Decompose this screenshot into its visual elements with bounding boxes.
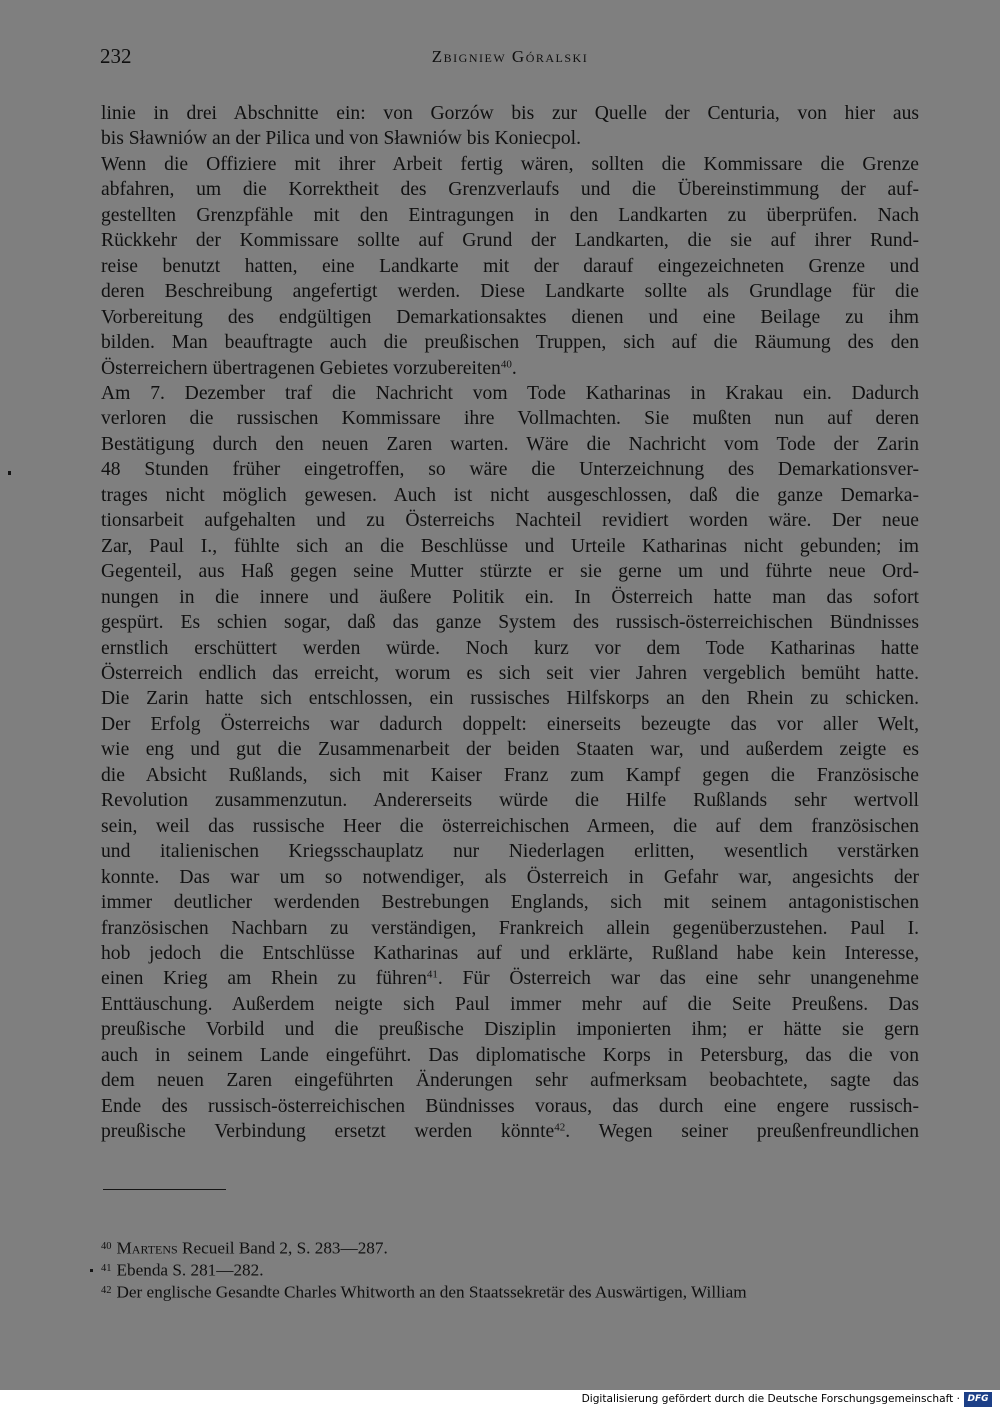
text-line — [101, 177, 919, 202]
line-text: französischen Nachbarn zu verständigen, Frankreich allein gegenüberzustehen. Paul I. — [101, 917, 919, 939]
scan-speck — [8, 471, 11, 475]
footnote-reference: 40 — [500, 357, 512, 370]
footnote-text: Ebenda S. 281—282. — [116, 1260, 264, 1280]
line-text: sein, weil das russische Heer die österreichischen Armeen, die auf dem französischen — [101, 815, 919, 837]
footnote-number: 42 — [101, 1285, 112, 1297]
line-text: preußische Vorbild und die preußische Disziplin imponierten ihm; er hätte sie gern — [101, 1019, 919, 1041]
text-line — [101, 686, 919, 711]
line-text: Gegenteil, aus Haß gegen seine Mutter stürzte er sie gerne um und führte neue Ord- — [101, 561, 919, 583]
text-line — [101, 101, 919, 126]
digitization-footer — [0, 1390, 1000, 1411]
footnote-reference: 41 — [426, 968, 438, 981]
line-text: immer deutlicher werdenden Bestrebungen Englands, sich mit seinem antagonistischen — [101, 892, 919, 914]
dfg-logo: DFG — [964, 1392, 992, 1407]
running-head: Zbigniew Góralski — [431, 47, 589, 66]
line-text: Revolution zusammenzutun. Andererseits würde die Hilfe Rußlands sehr wertvoll — [101, 790, 919, 812]
footnote-number: 40 — [101, 1241, 112, 1252]
text-line — [101, 356, 919, 381]
text-line — [101, 483, 919, 508]
text-line — [101, 585, 919, 610]
footnotes — [101, 1237, 919, 1304]
text-line — [101, 839, 919, 864]
text-line — [101, 737, 919, 762]
line-text: Zar, Paul I., fühlte sich an die Beschlüsse und Urteile Katharinas nicht gebunden; im — [101, 535, 919, 557]
text-line — [101, 966, 919, 991]
text-line — [101, 457, 919, 482]
text-line — [101, 279, 919, 304]
line-text: preußische Verbindung ersetzt werden könnte — [101, 1121, 555, 1143]
line-text: nungen in die innere und äußere Politik ein. In Österreich hatte man das sofort — [101, 586, 919, 608]
line-text-tail: . Wegen seiner preußenfreundlichen — [565, 1121, 919, 1143]
line-text: ernstlich erschüttert werden würde. Noch kurz vor dem Tode Katharinas hatte — [101, 637, 919, 659]
text-line — [101, 814, 919, 839]
footnote-author: Martens — [116, 1238, 178, 1258]
footnote — [101, 1281, 919, 1303]
line-text: linie in drei Abschnitte ein: von Gorzów bis zur Quelle der Centuria, von hier aus — [101, 103, 919, 124]
line-text: dem neuen Zaren eingeführten Änderungen sehr aufmerksam beobachtete, sagte das — [101, 1070, 919, 1092]
text-line — [101, 508, 919, 533]
text-line — [101, 203, 919, 228]
footnote-rule — [103, 1189, 226, 1190]
footnote-text: Recueil Band 2, S. 283—287. — [177, 1238, 388, 1258]
line-text: Enttäuschung. Außerdem neigte sich Paul immer mehr auf die Seite Preußens. Das — [101, 993, 919, 1015]
line-text: Österreich endlich das erreicht, worum es sich seit vier Jahren vergeblich bemüht hatte. — [101, 662, 919, 684]
text-line — [101, 992, 919, 1017]
footnote — [101, 1259, 919, 1281]
text-line — [101, 610, 919, 635]
text-line — [101, 661, 919, 686]
line-text: abfahren, um die Korrektheit des Grenzverlaufs und die Übereinstimmung der auf- — [101, 179, 919, 201]
text-line — [101, 941, 919, 966]
page-number: 232 — [100, 44, 132, 68]
text-line — [101, 1043, 919, 1068]
line-text: wie eng und gut die Zusammenarbeit der beiden Staaten war, und außerdem zeigte es — [101, 739, 919, 761]
line-text-tail: . Für Österreich war das eine sehr unangenehme — [437, 968, 919, 990]
text-line — [101, 254, 919, 279]
scan-speck — [90, 1269, 93, 1272]
line-text: gespürt. Es schien sogar, daß das ganze System des russisch-österreichischen Bündnisses — [101, 612, 919, 634]
line-text: Bestätigung durch den neuen Zaren warten. Wäre die Nachricht vom Tode der Zarin — [101, 433, 919, 455]
line-text: Der Erfolg Österreichs war dadurch doppelt: einerseits bezeugte das vor aller Welt, — [101, 713, 919, 735]
text-line — [101, 432, 919, 457]
line-text: die Absicht Rußlands, sich mit Kaiser Franz zum Kampf gegen die Französische — [101, 764, 919, 786]
line-text: Die Zarin hatte sich entschlossen, ein russisches Hilfskorps an den Rhein zu schicken. — [101, 688, 919, 710]
line-text: reise benutzt hatten, eine Landkarte mit der darauf eingezeichneten Grenze und — [101, 255, 919, 277]
text-line — [101, 636, 919, 661]
text-line — [101, 126, 919, 151]
text-line — [101, 890, 919, 915]
text-line — [101, 1017, 919, 1042]
text-line — [101, 305, 919, 330]
text-line — [101, 1094, 919, 1119]
text-line — [101, 381, 919, 406]
text-line — [101, 712, 919, 737]
line-text: trages nicht möglich gewesen. Auch ist nicht ausgeschlossen, daß die ganze Demarka- — [101, 484, 919, 506]
line-text: bis Sławniów an der Pilica und von Sławniów bis Koniecpol. — [101, 128, 581, 150]
footnote — [101, 1237, 919, 1259]
text-line — [101, 788, 919, 813]
text-line — [101, 534, 919, 559]
footnote-reference: 42 — [554, 1121, 566, 1134]
line-text: und italienischen Kriegsschauplatz nur Niederlagen erlitten, wesentlich verstärken — [101, 841, 919, 863]
line-text: Am 7. Dezember traf die Nachricht vom Tode Katharinas in Krakau ein. Dadurch — [101, 382, 919, 404]
line-text-tail: . — [511, 357, 517, 379]
footnote-number: 41 — [101, 1263, 112, 1275]
text-line — [101, 406, 919, 431]
line-text: Vorbereitung des endgültigen Demarkationsaktes dienen und eine Beilage zu ihm — [101, 306, 919, 328]
body-text — [101, 101, 919, 1145]
footnote-text: Der englische Gesandte Charles Whitworth an den Staatssekretär des Auswärtigen, William — [116, 1283, 747, 1303]
text-line — [101, 763, 919, 788]
line-text: deren Beschreibung angefertigt werden. Diese Landkarte sollte als Grundlage für die — [101, 281, 919, 303]
page-header — [100, 44, 920, 74]
line-text: tionsarbeit aufgehalten und zu Österreichs Nachteil revidiert worden wäre. Der neue — [101, 510, 919, 532]
text-line — [101, 1068, 919, 1093]
line-text: Österreichern übertragenen Gebietes vorzubereiten — [101, 357, 501, 379]
line-text: Rückkehr der Kommissare sollte auf Grund der Landkarten, die sie auf ihrer Rund- — [101, 230, 919, 252]
text-line — [101, 152, 919, 177]
text-line — [101, 559, 919, 584]
line-text: verloren die russischen Kommissare ihre Vollmachten. Sie mußten nun auf deren — [101, 408, 919, 430]
text-line — [101, 330, 919, 355]
line-text: einen Krieg am Rhein zu führen — [101, 968, 427, 990]
line-text: Ende des russisch-österreichischen Bündnisses voraus, das durch eine engere russisch- — [101, 1095, 919, 1117]
line-text: Wenn die Offiziere mit ihrer Arbeit fertig wären, sollten die Kommissare die Grenze — [101, 153, 919, 175]
line-text: 48 Stunden früher eingetroffen, so wäre die Unterzeichnung des Demarkationsver- — [101, 459, 919, 481]
line-text: bilden. Man beauftragte auch die preußischen Truppen, sich auf die Räumung des den — [101, 332, 919, 354]
line-text: hob jedoch die Entschlüsse Katharinas auf und erklärte, Rußland habe kein Interesse, — [101, 942, 919, 964]
text-line — [101, 228, 919, 253]
line-text: konnte. Das war um so notwendiger, als Österreich in Gefahr war, angesichts der — [101, 866, 919, 888]
text-line — [101, 916, 919, 941]
footer-credit: Digitalisierung gefördert durch die Deutsche Forschungsgemeinschaft · — [581, 1393, 960, 1405]
text-line — [101, 865, 919, 890]
text-line — [101, 1119, 919, 1144]
line-text: gestellten Grenzpfähle mit den Eintragungen in den Landkarten zu überprüfen. Nach — [101, 204, 919, 226]
line-text: auch in seinem Lande eingeführt. Das diplomatische Korps in Petersburg, das die von — [101, 1044, 919, 1066]
